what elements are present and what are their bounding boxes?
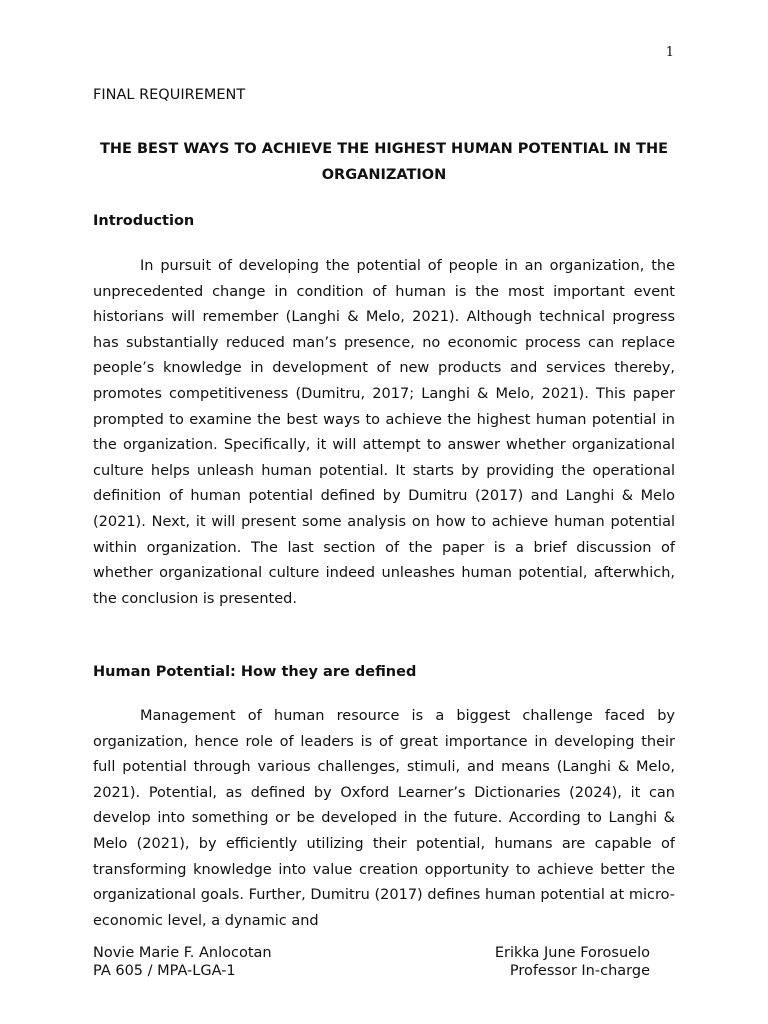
- header-label: FINAL REQUIREMENT: [93, 87, 246, 103]
- footer-professor-role: Professor In-charge: [509, 962, 650, 979]
- footer-professor-block: [495, 945, 650, 980]
- section-heading-human-potential: Human Potential: How they are defined: [93, 664, 417, 680]
- page-number: 1: [665, 45, 674, 60]
- section-heading-introduction: Introduction: [93, 213, 195, 229]
- document-title: THE BEST WAYS TO ACHIEVE THE HIGHEST HUMAN POTENTIAL IN THE ORGANIZATION: [100, 141, 668, 183]
- footer-student-block: [93, 945, 272, 980]
- paragraph-human-potential: Management of human resource is a biggest challenge faced by organization, hence role of leaders is of great importance in developing their full potential through various challenges, stimuli, and means (Langhi & Melo, 2021). Potential, as defined by Oxford Learner’s Dictionaries (2024), it can develop into something or be developed in the future. According to Langhi & Melo (2021), by efficiently utilizing their potential, humans are capable of transforming knowledge into value creation opportunity to achieve better the organizational goals. Further, Dumitru (2017) defines human potential at micro-economic level, a dynamic and: [93, 708, 675, 929]
- footer-student-name: Novie Marie F. Anlocotan: [93, 945, 272, 961]
- footer-professor-name: Erikka June Forosuelo: [494, 945, 650, 961]
- paragraph-introduction: In pursuit of developing the potential of people in an organization, the unprecedented change in condition of human is the most important event historians will remember (Langhi & Melo, 2021). Although technical progress has substantially reduced man’s presence, no economic process can replace people’s knowledge in development of new products and services thereby, promotes competitiveness (Dumitru, 2017; Langhi & Melo, 2021). This paper prompted to examine the best ways to achieve the highest human potential in the organization. Specifically, it will attempt to answer whether organizational culture helps unleash human potential. It starts by providing the operational definition of human potential defined by Dumitru (2017) and Langhi & Melo (2021). Next, it will present some analysis on how to achieve human potential within organization. The last section of the paper is a brief discussion of whether organizational culture indeed unleashes human potential, afterwhich, the conclusion is presented.: [93, 258, 675, 607]
- footer-course: PA 605 / MPA-LGA-1: [93, 962, 236, 979]
